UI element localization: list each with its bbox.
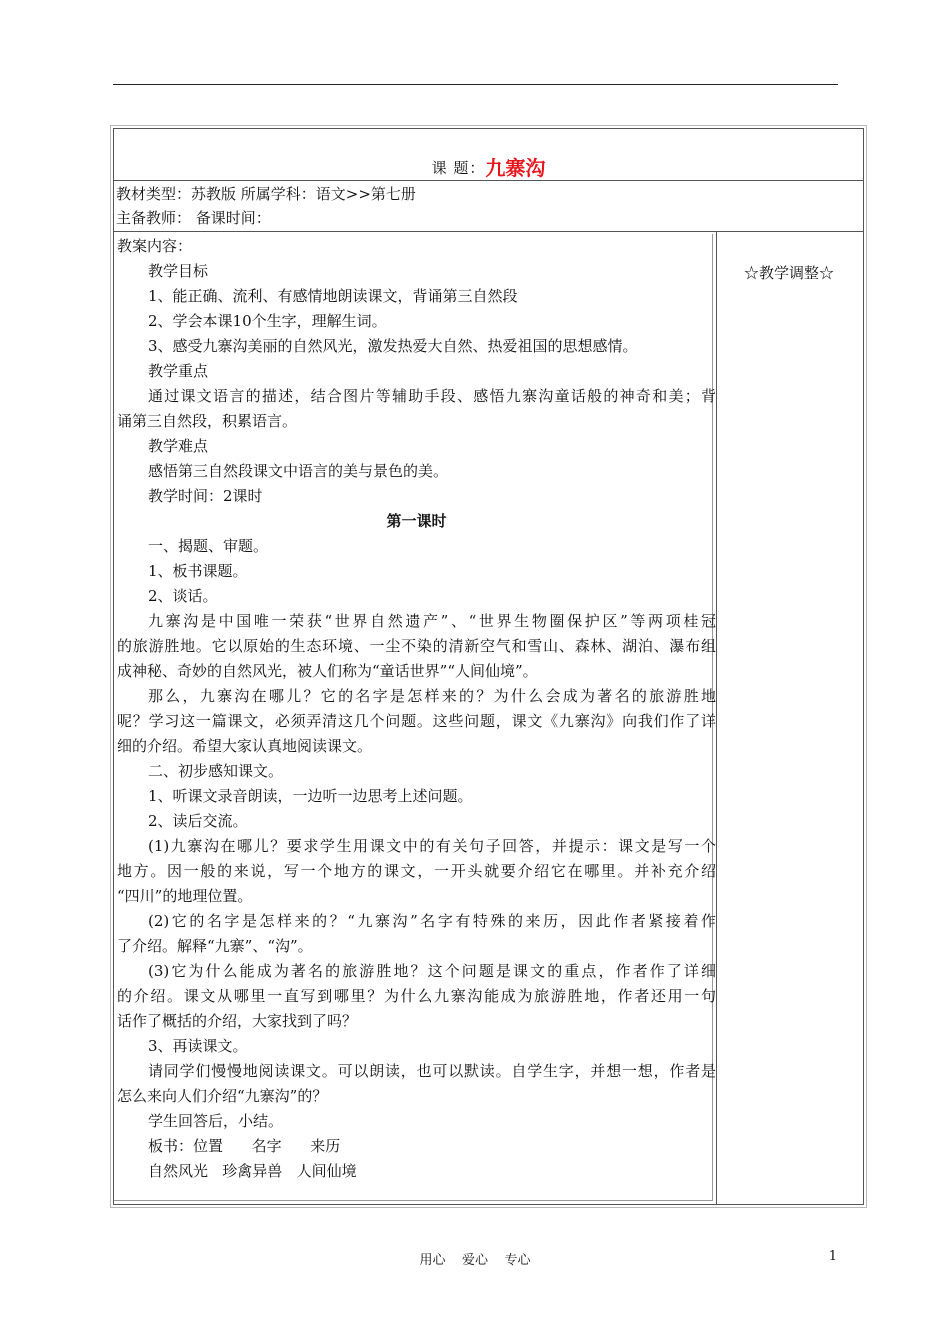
text-line: 3、感受九寨沟美丽的自然风光，激发热爱大自然、热爱祖国的思想感情。 <box>148 337 638 355</box>
title-label: 课 题： <box>431 159 486 177</box>
text-line: 学生回答后，小结。 <box>148 1112 284 1130</box>
text-line: (3)它为什么能成为著名的旅游胜地？这个问题是课文的重点，作者作了详细 <box>148 962 716 980</box>
lesson-plan-table <box>110 125 867 1208</box>
table-inner-border <box>113 128 864 1205</box>
text-line: 话作了概括的介绍，大家找到了吗？ <box>117 1012 358 1030</box>
text-line: 1、能正确、流利、有感情地朗读课文，背诵第三自然段 <box>148 287 518 305</box>
text-line: 怎么来向人们介绍“九寨沟”的？ <box>117 1087 328 1105</box>
text-line: 2、读后交流。 <box>148 812 248 830</box>
text-line: 教学时间：2课时 <box>148 487 263 505</box>
text-line: 请同学们慢慢地阅读课文。可以朗读，也可以默读。自学生字，并想一想，作者是 <box>148 1062 716 1080</box>
header-rule <box>113 84 838 85</box>
lesson-content <box>117 234 716 1184</box>
lesson-title <box>114 152 863 181</box>
text-line: 的介绍。课文从哪里一直写到哪里？为什么九寨沟能成为旅游胜地，作者还用一句 <box>117 987 716 1005</box>
section-heading: 教学难点 <box>148 437 209 455</box>
text-line: 2、学会本课10个生字，理解生词。 <box>148 312 387 330</box>
page-number: 1 <box>828 1249 837 1264</box>
text-line: 1、听课文录音朗读，一边听一边思考上述问题。 <box>148 787 473 805</box>
text-line: 呢？学习这一篇课文，必须弄清这几个问题。这些问题，课文《九寨沟》向我们作了详 <box>117 712 716 730</box>
info-row <box>114 181 863 232</box>
period-heading: 第一课时 <box>386 512 447 530</box>
board-writing: 自然风光 珍禽异兽 人间仙境 <box>148 1162 357 1180</box>
text-line: 3、再读课文。 <box>148 1037 248 1055</box>
content-heading: 教案内容： <box>117 237 193 255</box>
text-line: “四川”的地理位置。 <box>117 887 253 905</box>
title-row <box>114 129 863 181</box>
text-line: 了介绍。解释“九寨”、“沟”。 <box>117 937 313 955</box>
textbook-info: 教材类型：苏教版 所属学科：语文>>第七册 <box>116 185 416 203</box>
text-line: 感悟第三自然段课文中语言的美与景色的美。 <box>148 462 449 480</box>
text-line: 那么，九寨沟在哪儿？它的名字是怎样来的？为什么会成为著名的旅游胜地 <box>148 687 716 705</box>
text-line: 一、揭题、审题。 <box>148 537 269 555</box>
text-line: (2)它的名字是怎样来的？“九寨沟”名字有特殊的来历，因此作者紧接着作 <box>148 912 716 930</box>
text-line: 细的介绍。希望大家认真地阅读课文。 <box>117 737 373 755</box>
text-line: 通过课文语言的描述，结合图片等辅助手段、感悟九寨沟童话般的神奇和美；背 <box>148 387 716 405</box>
teacher-info: 主备教师： 备课时间： <box>116 209 271 227</box>
footer-motto: 用心 爱心 专心 <box>419 1253 531 1268</box>
section-heading: 教学重点 <box>148 362 209 380</box>
text-line: 九寨沟是中国唯一荣获“世界自然遗产”、“世界生物圈保护区”等两项桂冠 <box>148 612 716 630</box>
text-line: 2、谈话。 <box>148 587 218 605</box>
text-line: (1)九寨沟在哪儿？要求学生用课文中的有关句子回答，并提示：课文是写一个 <box>148 837 716 855</box>
text-line: 地方。因一般的来说，写一个地方的课文，一开头就要介绍它在哪里。并补充介绍 <box>117 862 716 880</box>
text-line: 的旅游胜地。它以原始的生态环境、一尘不染的清新空气和雪山、森林、湖泊、瀑布组 <box>117 637 716 655</box>
text-line: 成神秘、奇妙的自然风光，被人们称为“童话世界”“人间仙境”。 <box>117 662 538 680</box>
text-line: 二、初步感知课文。 <box>148 762 284 780</box>
board-writing: 板书：位置 名字 来历 <box>148 1137 341 1155</box>
teaching-adjustment-heading: ☆教学调整☆ <box>744 264 835 282</box>
text-line: 1、板书课题。 <box>148 562 248 580</box>
section-heading: 教学目标 <box>148 262 209 280</box>
text-line: 诵第三自然段，积累语言。 <box>117 412 298 430</box>
title-name: 九寨沟 <box>485 156 546 180</box>
